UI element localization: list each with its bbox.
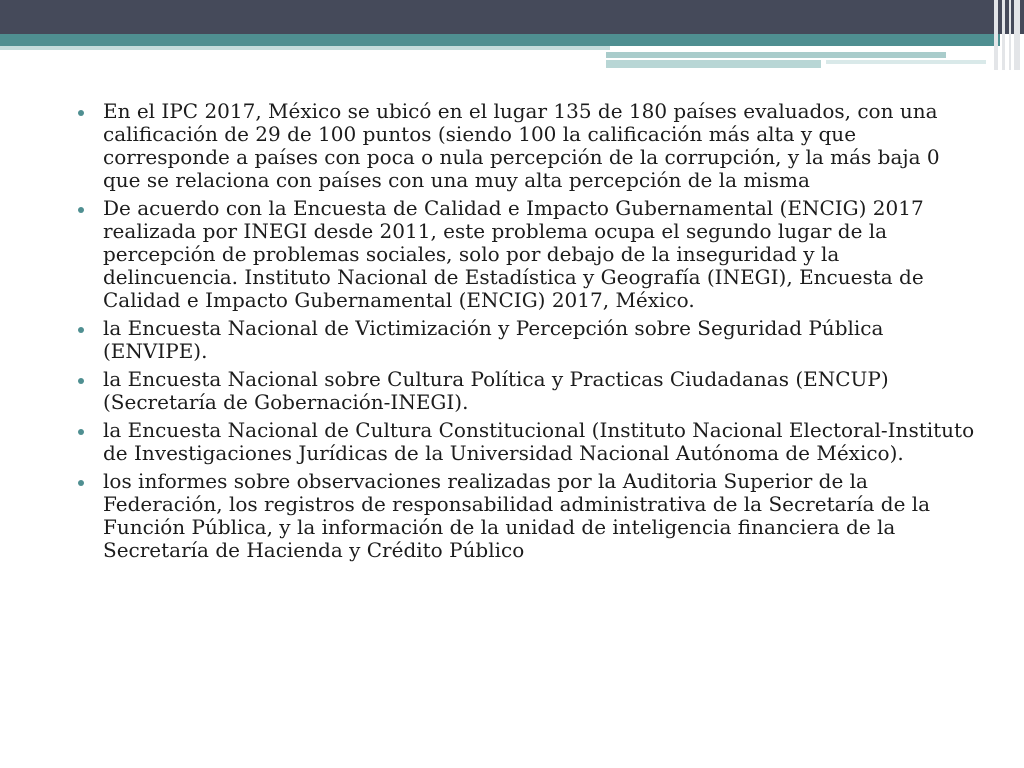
bullet-text: la Encuesta Nacional sobre Cultura Política y Practicas Ciudadanas (ENCUP) (Secretaría de Gobernación-INEGI). xyxy=(103,367,889,414)
bullet-dot-icon xyxy=(78,327,84,333)
bullet-text: De acuerdo con la Encuesta de Calidad e Impacto Gubernamental (ENCIG) 2017 realizada por INEGI desde 2011, este problema ocupa el segundo lugar de la percepción de problemas sociales, solo por debajo de la inseguridad y la delincuencia. Instituto Nacional de Estadística y Geografía (INEGI), Encuesta de Calidad e Impacto Gubernamental (ENCIG) 2017, México. xyxy=(103,196,924,312)
bullet-item xyxy=(78,419,978,465)
bullet-item xyxy=(78,317,978,363)
header-dark-band xyxy=(0,0,1024,34)
header-accent-bar xyxy=(606,60,821,68)
bullet-dot-icon xyxy=(78,480,84,486)
header-vertical-stripe xyxy=(1014,0,1020,70)
bullet-item xyxy=(78,470,978,562)
bullet-text: los informes sobre observaciones realizadas por la Auditoria Superior de la Federación, los registros de responsabilidad administrativa de la Secretaría de la Función Pública, y la información de la unidad de inteligencia financiera de la Secretaría de Hacienda y Crédito Público xyxy=(103,469,931,562)
bullet-dot-icon xyxy=(78,110,84,116)
header-vertical-stripe xyxy=(1002,0,1005,70)
header-accent-bar xyxy=(606,52,946,58)
header-teal-band xyxy=(0,34,1000,46)
slide-content xyxy=(78,100,978,567)
bullet-text: la Encuesta Nacional de Victimización y Percepción sobre Seguridad Pública (ENVIPE). xyxy=(103,316,884,363)
bullet-text: En el IPC 2017, México se ubicó en el lugar 135 de 180 países evaluados, con una calificación de 29 de 100 puntos (siendo 100 la calificación más alta y que corresponde a países con poca o nula percepción de la corrupción, y la más baja 0 que se relaciona con países con una muy alta percepción de la misma xyxy=(103,99,940,192)
bullet-item xyxy=(78,197,978,312)
header-light-band xyxy=(0,46,610,50)
header-vertical-stripe xyxy=(994,0,998,70)
header-accent-bar xyxy=(826,60,986,64)
bullet-dot-icon xyxy=(78,378,84,384)
bullet-item xyxy=(78,368,978,414)
header-vertical-stripe xyxy=(1009,0,1011,70)
bullet-item xyxy=(78,100,978,192)
bullet-text: la Encuesta Nacional de Cultura Constitucional (Instituto Nacional Electoral-Instituto de Investigaciones Jurídicas de la Universidad Nacional Autónoma de México). xyxy=(103,418,975,465)
bullet-list xyxy=(78,100,978,562)
bullet-dot-icon xyxy=(78,207,84,213)
bullet-dot-icon xyxy=(78,429,84,435)
